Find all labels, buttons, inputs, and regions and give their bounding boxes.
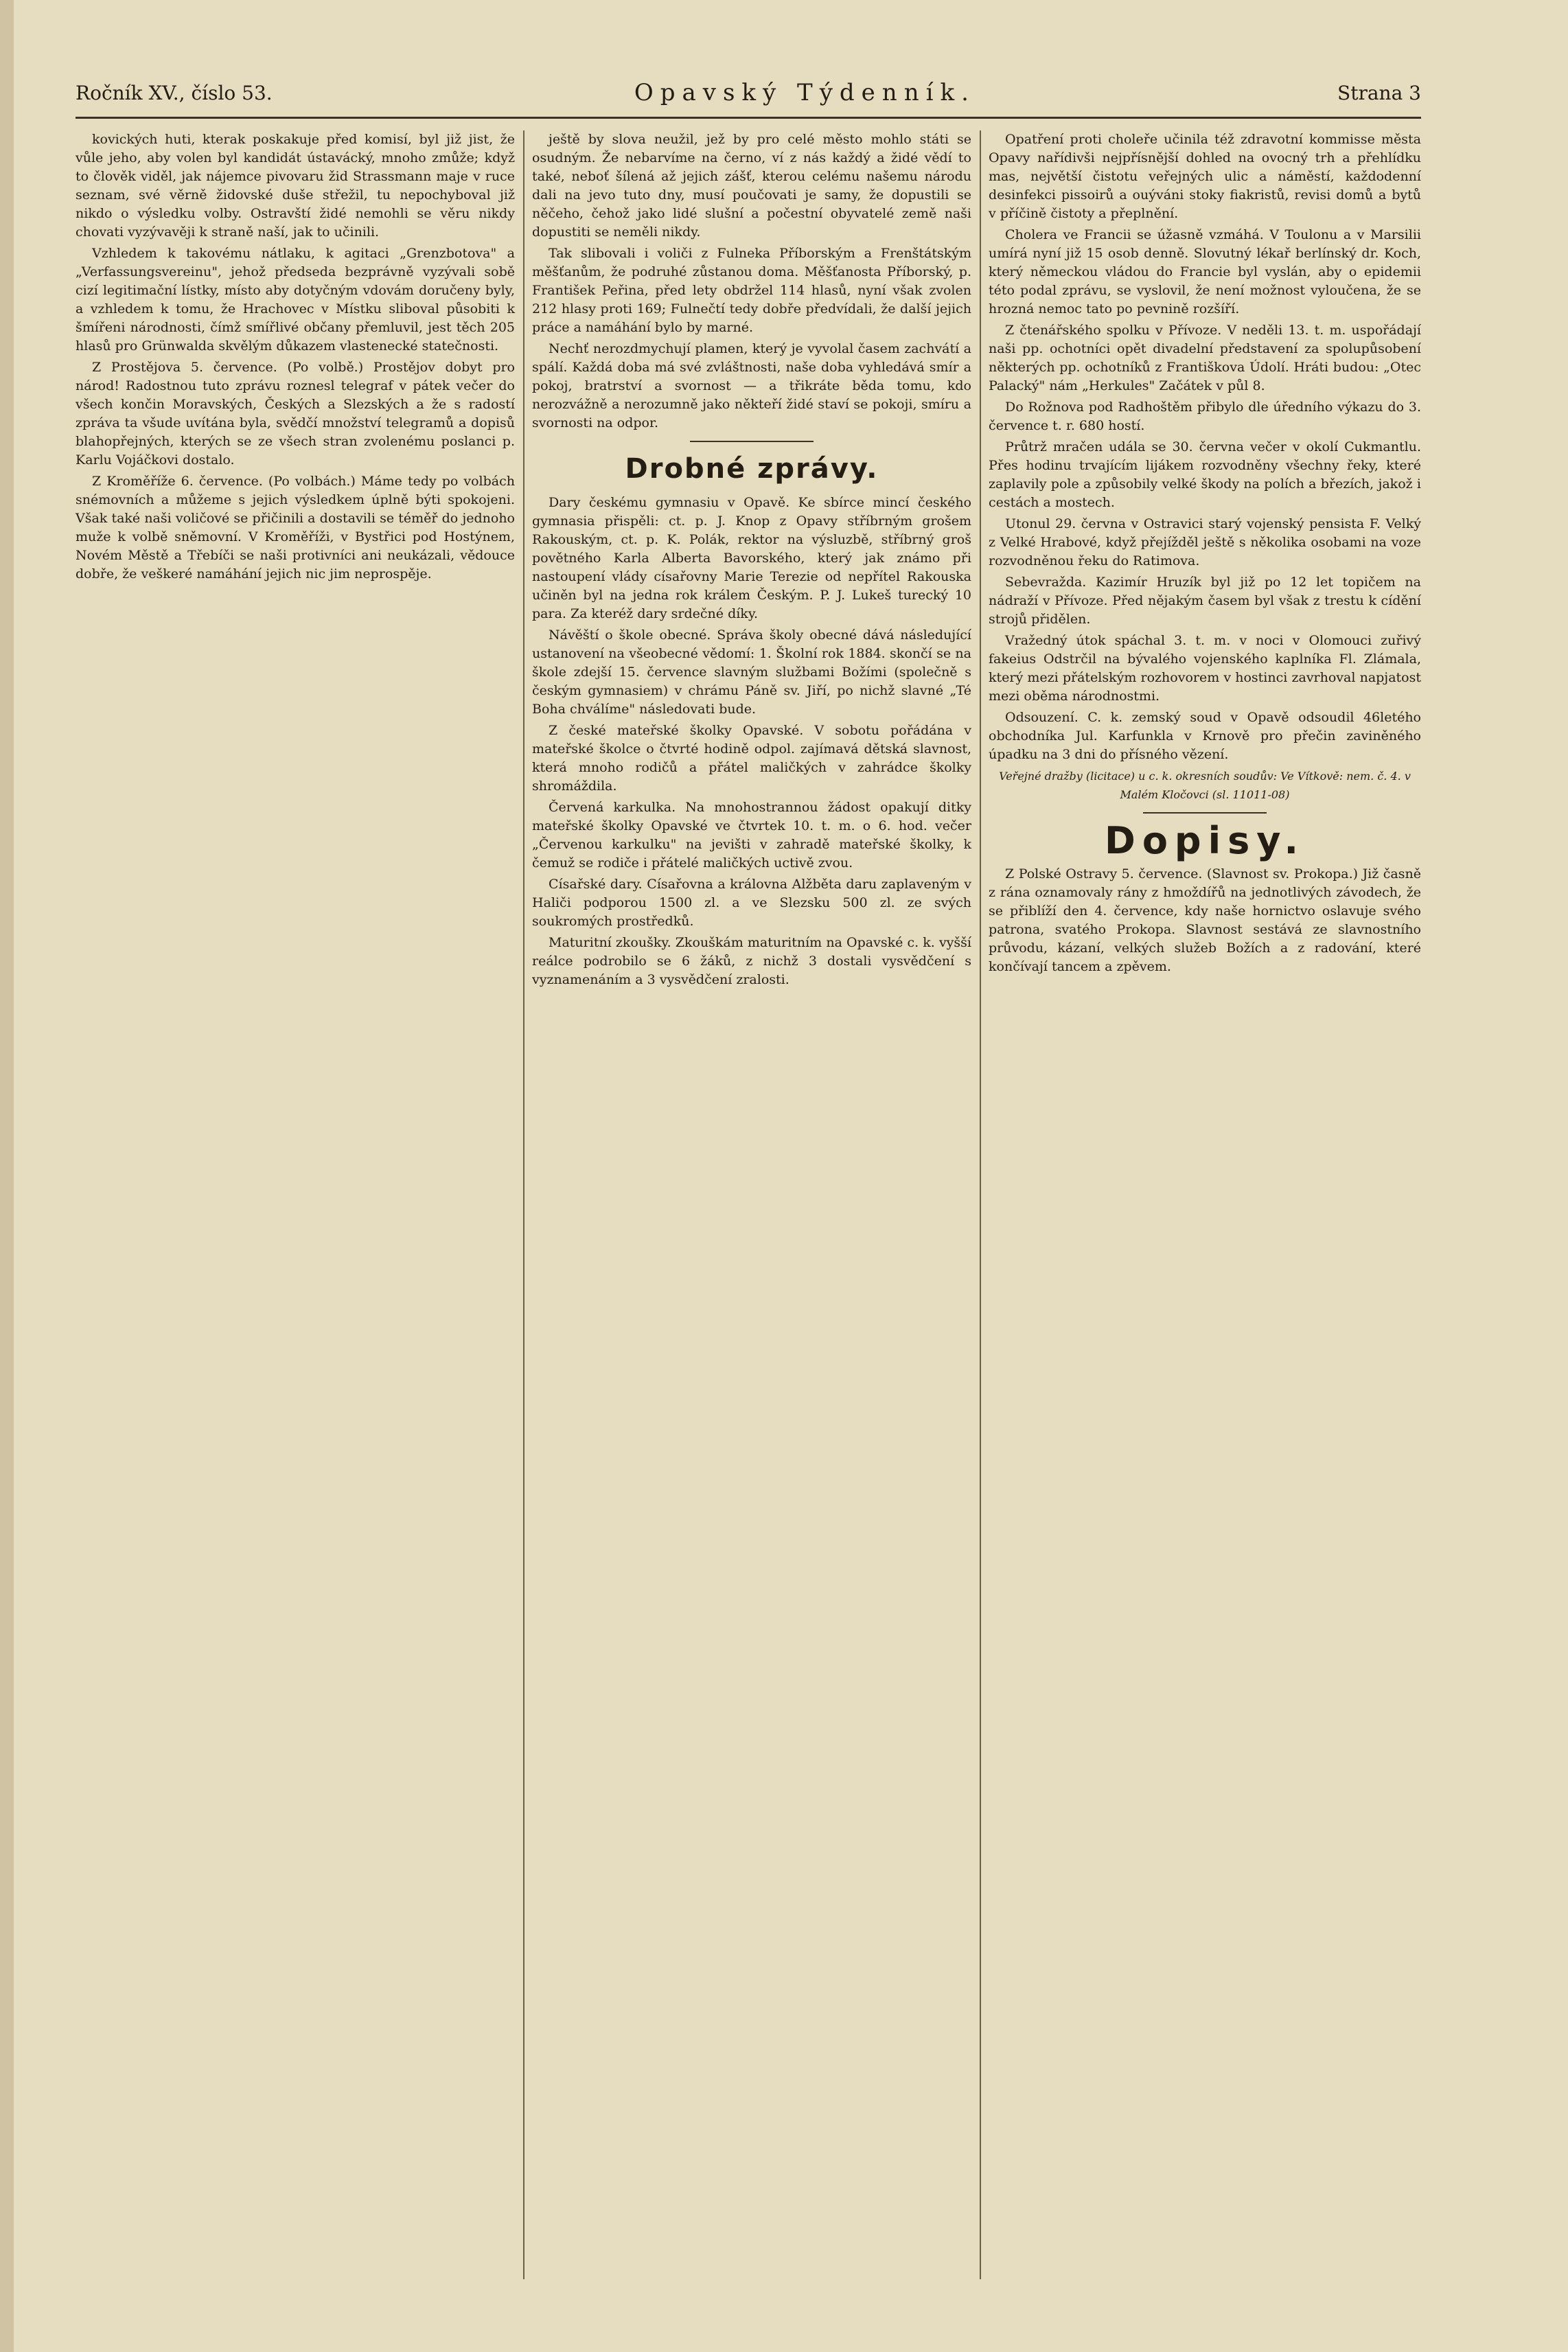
paragraph: Odsouzení. C. k. zemský soud v Opavě odsoudil 46letého obchodníka Jul. Karfunkla v Krnově pro přečin zaviněného úpadku na 3 dni do přísného vězení. [989,710,1421,762]
paragraph: ještě by slova neužil, jež by pro celé město mohlo státi se osudným. Že nebarvíme na černo, ví z nás každý a židé vědí to také, neboť šílená až jejich zášť, kterou celému našemu národu dali na jevo tuto dny, musí poučovati je samy, že dopustili se něčeho, čehož jako lidé slušní a počestní obyvatelé země naši dopustiti se neměli nikdy. [532,132,971,240]
column-divider [523,130,524,2279]
page-edge [0,0,14,2352]
section-rule [690,441,814,442]
paragraph: Císařské dary. Císařovna a královna Alžběta daru zaplaveným v Haliči podporou 1500 zl. a ve Slezsku 500 zl. ze svých soukromých prostředků. [532,877,971,929]
newspaper-title: Opavský Týdenník. [634,79,976,106]
paragraph: Utonul 29. června v Ostravici starý vojenský pensista F. Velký z Velké Hrabové, když přejížděl ještě s několika osobami na voze rozvodněnou řeku do Ratimova. [989,516,1421,568]
column-1 [76,130,515,586]
paragraph: Z české mateřské školky Opavské. V sobotu pořádána v mateřské školce o čtvrté hodině odpol. zajímavá dětská slavnost, která mnoho rodičů a přátel maličkých v zahrádce školky shromáždila. [532,723,971,794]
column-divider [980,130,981,2279]
masthead [76,69,1421,119]
section-heading-drobne-zpravy: Drobné zprávy. [625,453,879,485]
paragraph: Z Kroměříže 6. července. (Po volbách.) Máme tedy po volbách snémovních a můžeme s jejich výsledkem úplně býti spokojeni. Však také naši voličové se přičinili a dostavili se téměř do jednoho muže k volbě sněmovní. V Kroměříži, v Bystřici pod Hostýnem, Novém Městě a Třebíči se naši protivníci ani neukázali, vědouce dobře, že veškeré namáhání jejich nic jim neprospěje. [76,474,515,581]
paragraph: Z Prostějova 5. července. (Po volbě.) Prostějov dobyt pro národ! Radostnou tuto zprávu roznesl telegraf v pátek večer do všech končin Moravských, Českých a Slezských a že s radostí zpráva ta všude uvítána byla, svědčí množství telegramů a dopisů blahopřejných, kterých se ze všech stran zvolenému poslanci p. Karlu Vojáčkovi dostalo. [76,360,515,468]
issue-number: Ročník XV., číslo 53. [76,81,273,104]
paragraph: Červená karkulka. Na mnohostrannou žádost opakují ditky mateřské školky Opavské ve čtvrtek 10. t. m. o 6. hod. večer „Červenou karkulku" na jevišti v zahradě mateřské školky, k čemuž se rodiče i přátelé maličkých uctivě zvou. [532,800,971,871]
paragraph: Maturitní zkoušky. Zkouškám maturitním na Opavské c. k. vyšší reálce podrobilo se 6 žáků, z nichž 3 dostali vysvědčení s vyznamenáním a 3 vysvědčení zralosti. [532,935,971,987]
column-2 [532,130,971,992]
section-rule [1143,812,1267,814]
paragraph: Cholera ve Francii se úžasně vzmáhá. V Toulonu a v Marsilii umírá nyní již 15 osob denně. Slovutný lékař berlínský dr. Koch, který německou vládou do Francie byl vyslán, aby o epidemii této podal zprávu, se vyslovil, že není možnost vyloučena, že se hrozná nemoc tato po pevnině rozšíří. [989,227,1421,316]
paragraph: Do Rožnova pod Radhoštěm přibylo dle úředního výkazu do 3. července t. r. 680 hostí. [989,400,1421,433]
section-heading-dopisy: Dopisy. [1105,819,1305,862]
paragraph: Nechť nerozdmychují plamen, který je vyvolal časem zachvátí a spálí. Každá doba má své zvláštnosti, naše doba vyhledává smír a pokoj, bratrství a svornost — a třikráte běda tomu, kdo nerozvážně a nerozumně jako někteří židé staví se pokoji, smíru a svornosti na odpor. [532,341,971,430]
paragraph: Návěští o škole obecné. Správa školy obecné dává následující ustanovení na všeobecné vědomí: 1. Školní rok 1884. skončí se na škole zdejší 15. července slavným službami Božími (společně s českým gymnasiem) v chrámu Páně sv. Jiří, po nichž slavné „Té Boha chválíme" následovati bude. [532,627,971,717]
paragraph: Opatření proti choleře učinila též zdravotní kommisse města Opavy nařídivši nejpřísnější dohled na ovocný trh a přehlídku mas, největší čistotu veřejných ulic a náměstí, každodenní desinfekci pissoirů a ouýváni stoky fiakristů, revisi domů a bytů v příčině čistoty a přeplnění. [989,132,1421,221]
column-3 [989,130,1421,979]
paragraph: kovických huti, kterak poskakuje před komisí, byl již jist, že vůle jeho, aby volen byl kandidát ústavácký, mnoho zmůže; když to člověk viděl, jak nájemce pivovaru žid Strassmann maje v ruce seznam, své věrně židovské duše střežil, tu nepochyboval již nikdo o výsledku volby. Ostravští židé nemohli se věru nikdy chovati vyzývavěji k straně naší, jak to učinili. [76,132,515,240]
newspaper-page [76,69,1421,2286]
paragraph: Z Polské Ostravy 5. července. (Slavnost sv. Prokopa.) Již časně z rána oznamovaly rány z hmoždířů na jednotlivých závodech, že se přiblíží den 4. července, kdy naše hornictvo oslavuje svého patrona, svatého Prokopa. Slavnost sestává ze slavnostního průvodu, kázaní, velkých služeb Božích a z radování, které končívají tancem a zpěvem. [989,866,1421,974]
auction-note: Veřejné dražby (licitace) u c. k. okresních soudův: Ve Vítkově: nem. č. 4. v Malém Kločovci (sl. 11011-08) [999,770,1411,801]
paragraph: Průtrž mračen udála se 30. června večer v okolí Cukmantlu. Přes hodinu trvajícím lijákem rozvodněny všechny řeky, které zaplavily pole a způsobily velké škody na polích a březích, jakož i cestách a mostech. [989,439,1421,510]
paragraph: Z čtenářského spolku v Přívoze. V neděli 13. t. m. uspořádají naši pp. ochotníci opět divadelní představení za spolupůsobení některých pp. ochotníků z Františkova Údolí. Hráti budou: „Otec Palacký" nám „Herkules" Začátek v půl 8. [989,323,1421,393]
paragraph: Dary českému gymnasiu v Opavě. Ke sbírce mincí českého gymnasia přispěli: ct. p. J. Knop z Opavy stříbrným grošem Rakouským, ct. p. K. Polák, rektor na výsluzbě, stříbrný groš povětného Karla Alberta Bavorského, který jak známo při nastoupení vlády císařovny Marie Terezie od nepřítel Rakouska učiněn byl na jedna rok králem Českým. P. J. Lukeš turecký 10 para. Za kteréž dary srdečné díky. [532,495,971,621]
page-number: Strana 3 [1337,81,1421,104]
paragraph: Vzhledem k takovému nátlaku, k agitaci „Grenzbotova" a „Verfassungsvereinu", jehož předseda bezprávně vyzývali sobě cizí legitimační lístky, místo aby dotyčným vdovám doručeny byly, a vzhledem k tomu, že Hrachovec v Místku sliboval působiti k šmířeni národnosti, čímž smířlivé občany přemluvil, jest těch 205 hlasů pro Grünwalda skvělým důkazem vlastenecké statečnosti. [76,246,515,354]
paragraph: Tak slibovali i voliči z Fulneka Příborským a Frenštátským měšťanům, že podruhé zůstanou doma. Měšťanosta Příborský, p. František Peřina, před lety obdržel 114 hlasů, nyní však zvolen 212 hlasy proti 169; Fulnečtí tedy dobře předvídali, že další jejich práce a namáhání bylo by marné. [532,246,971,335]
paragraph: Sebevražda. Kazimír Hruzík byl již po 12 let topičem na nádraží v Přívoze. Před nějakým časem byl však z trestu k cídění strojů přidělen. [989,575,1421,627]
paragraph: Vražedný útok spáchal 3. t. m. v noci v Olomouci zuřivý fakeius Odstrčil na bývalého vojenského kaplníka Fl. Zlámala, který mezi přátelským rozhovorem v hostinci zavrhoval napjatost mezi oběma národnostmi. [989,633,1421,704]
